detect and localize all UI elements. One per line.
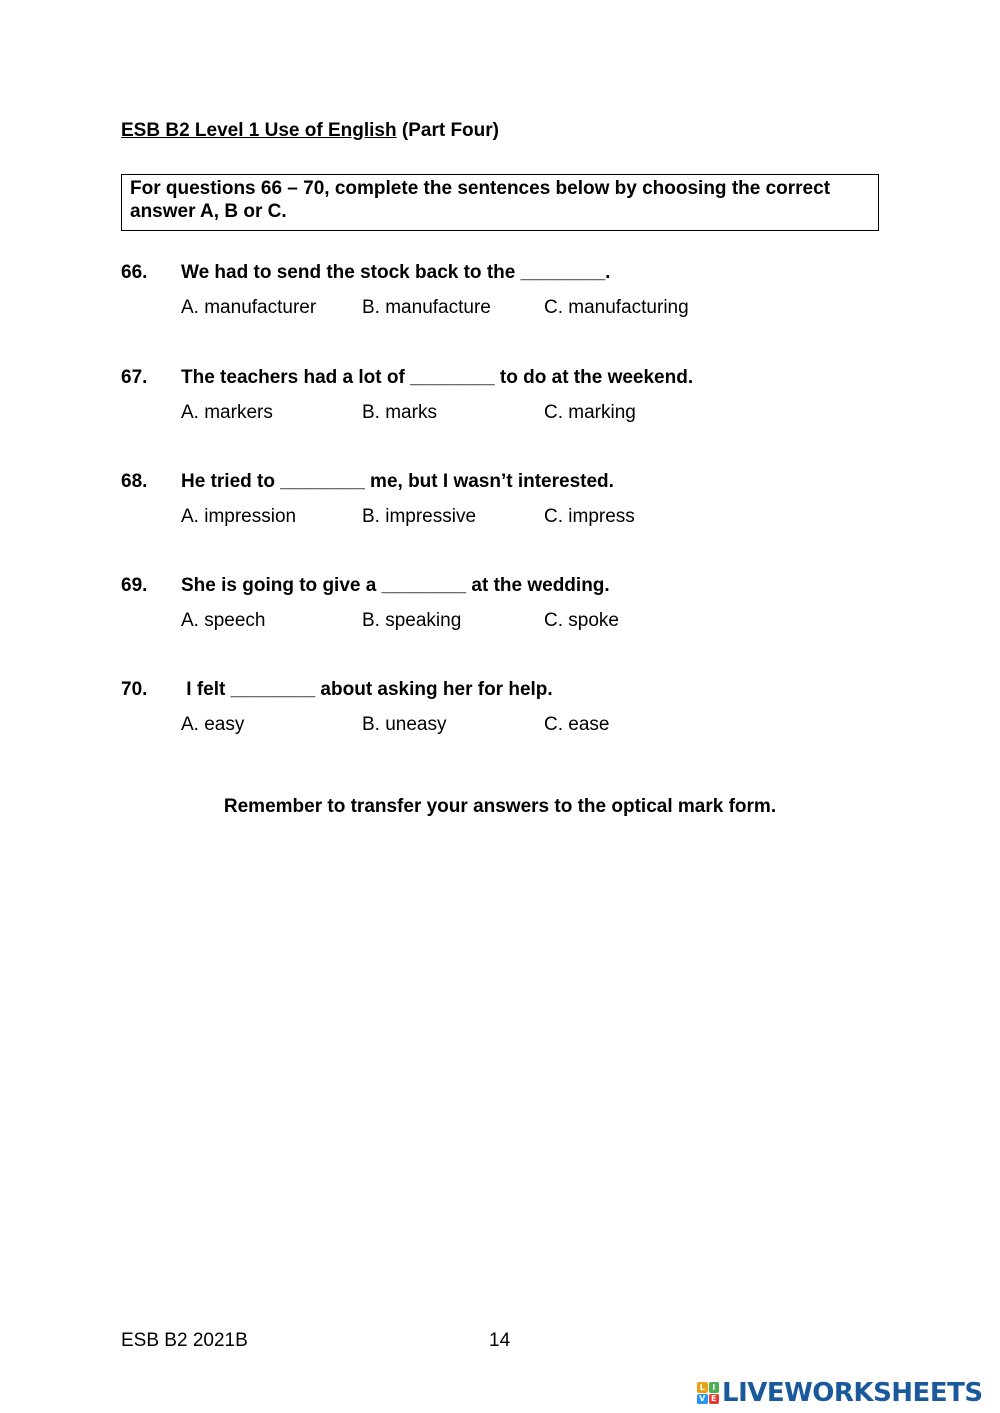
logo-letter: V: [697, 1394, 708, 1405]
question-number: 67.: [121, 367, 148, 388]
logo-letter: L: [697, 1382, 708, 1393]
title-main: ESB B2 Level 1 Use of English: [121, 120, 397, 141]
option-b[interactable]: B. marks: [362, 402, 437, 423]
option-a[interactable]: A. impression: [181, 506, 297, 527]
option-c[interactable]: C. ease: [544, 714, 610, 735]
question-text: She is going to give a ________ at the wedding.: [181, 575, 610, 596]
option-b[interactable]: B. uneasy: [362, 714, 447, 735]
question-text: We had to send the stock back to the ________.: [181, 262, 611, 283]
logo-letter: I: [709, 1382, 720, 1393]
question-text: I felt ________ about asking her for help.: [181, 679, 553, 700]
question-number: 68.: [121, 471, 148, 492]
question-number: 69.: [121, 575, 148, 596]
option-a[interactable]: A. markers: [181, 402, 273, 423]
question-70: [121, 679, 881, 738]
question-67: [121, 367, 881, 426]
instruction-box: For questions 66 – 70, complete the sentences below by choosing the correct answer A, B or C.: [121, 174, 879, 231]
question-69: [121, 575, 881, 634]
question-68: [121, 471, 881, 530]
option-a[interactable]: A. easy: [181, 714, 245, 735]
option-c[interactable]: C. spoke: [544, 610, 619, 631]
question-number: 66.: [121, 262, 148, 283]
option-a[interactable]: A. manufacturer: [181, 297, 317, 318]
footer-exam-code: ESB B2 2021B: [121, 1330, 248, 1351]
liveworksheets-watermark: [697, 1378, 983, 1408]
option-c[interactable]: C. manufacturing: [544, 297, 689, 318]
option-b[interactable]: B. speaking: [362, 610, 462, 631]
page-title: [121, 120, 499, 142]
option-b[interactable]: B. manufacture: [362, 297, 491, 318]
answer-options: [121, 402, 881, 426]
option-b[interactable]: B. impressive: [362, 506, 477, 527]
answer-options: [121, 297, 881, 321]
title-suffix: (Part Four): [396, 120, 499, 141]
option-c[interactable]: C. marking: [544, 402, 636, 423]
liveworksheets-logo-icon: [697, 1382, 719, 1404]
page-number: 14: [489, 1330, 511, 1351]
watermark-text: LIVEWORKSHEETS: [722, 1378, 983, 1408]
question-number: 70.: [121, 679, 148, 700]
question-66: [121, 262, 881, 321]
answer-options: [121, 714, 881, 738]
question-text: The teachers had a lot of ________ to do at the weekend.: [181, 367, 694, 388]
logo-letter: E: [709, 1394, 720, 1405]
option-a[interactable]: A. speech: [181, 610, 266, 631]
option-c[interactable]: C. impress: [544, 506, 635, 527]
question-text: He tried to ________ me, but I wasn’t interested.: [181, 471, 614, 492]
transfer-reminder: Remember to transfer your answers to the optical mark form.: [223, 796, 777, 817]
answer-options: [121, 610, 881, 634]
answer-options: [121, 506, 881, 530]
